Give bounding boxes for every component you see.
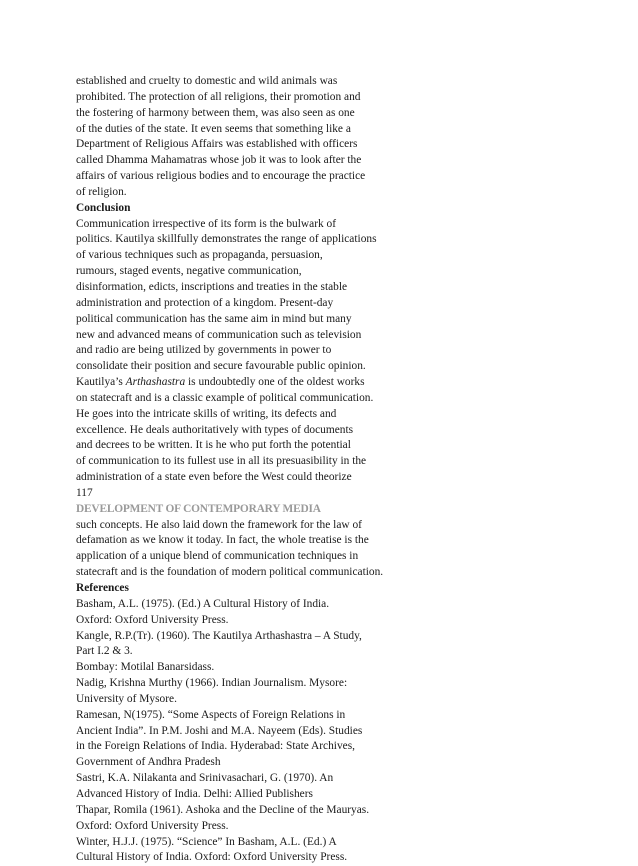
text-line: on statecraft and is a classic example of political communication. (76, 391, 374, 404)
document-page (76, 74, 576, 866)
text-line: excellence. He deals authoritatively with types of documents (76, 423, 354, 436)
reference-line: Oxford: Oxford University Press. (76, 819, 229, 832)
reference-line: Nadig, Krishna Murthy (1966). Indian Journalism. Mysore: (76, 677, 348, 690)
reference-line: Advanced History of India. Delhi: Allied Publishers (76, 787, 313, 800)
text-line: administration of a state even before the West could theorize (76, 471, 352, 484)
reference-line: Basham, A.L. (1975). (Ed.) A Cultural History of India. (76, 597, 330, 610)
reference-line: Government of Andhra Pradesh (76, 756, 221, 769)
text-line: disinformation, edicts, inscriptions and treaties in the stable (76, 280, 348, 293)
text-line: of religion. (76, 185, 127, 198)
text-line-arthashastra (76, 375, 576, 391)
reference-line: Winter, H.J.J. (1975). “Science” In Basham, A.L. (Ed.) A (76, 835, 337, 848)
reference-line: Ancient India”. In P.M. Joshi and M.A. Nayeem (Eds). Studies (76, 724, 363, 737)
text-line: statecraft and is the foundation of modern political communication. (76, 566, 384, 579)
text-line: such concepts. He also laid down the framework for the law of (76, 518, 362, 531)
text-line: and radio are being utilized by governments in power to (76, 344, 332, 357)
reference-line: Ramesan, N(1975). “Some Aspects of Foreign Relations in (76, 708, 346, 721)
paragraph-conclusion (76, 217, 576, 486)
page-number: 117 (76, 486, 93, 499)
text-line: the fostering of harmony between them, was also seen as one (76, 106, 355, 119)
text-line: Department of Religious Affairs was established with officers (76, 138, 358, 151)
text-line: administration and protection of a kingdom. Present-day (76, 296, 334, 309)
reference-line: Bombay: Motilal Banarsidass. (76, 661, 215, 674)
text-line: called Dhamma Mahamatras whose job it was to look after the (76, 154, 362, 167)
book-title-italic: Arthashastra (125, 376, 186, 389)
text-line: consolidate their position and secure favourable public opinion. (76, 360, 366, 373)
paragraph-continued (76, 518, 576, 581)
text-line: of various techniques such as propaganda, persuasion, (76, 249, 323, 262)
reference-line: Part I.2 & 3. (76, 645, 133, 658)
reference-line: Cultural History of India. Oxford: Oxford University Press. (76, 851, 348, 864)
text-line: established and cruelty to domestic and wild animals was (76, 75, 338, 87)
references-heading: References (76, 582, 129, 594)
paragraph-religious-affairs (76, 74, 576, 201)
text-line: new and advanced means of communication such as television (76, 328, 362, 341)
reference-line: Kangle, R.P.(Tr). (1960). The Kautilya Arthashastra – A Study, (76, 629, 362, 642)
text-line: application of a unique blend of communication techniques in (76, 550, 359, 563)
text-line: Communication irrespective of its form is the bulwark of (76, 217, 337, 230)
text-line: defamation as we know it today. In fact, the whole treatise is the (76, 534, 369, 547)
reference-line: Sastri, K.A. Nilakanta and Srinivasachari, G. (1970). An (76, 772, 334, 785)
reference-line: Oxford: Oxford University Press. (76, 613, 229, 626)
reference-line: in the Foreign Relations of India. Hyderabad: State Archives, (76, 740, 356, 753)
text-line: politics. Kautilya skillfully demonstrates the range of applications (76, 233, 377, 246)
reference-line: University of Mysore. (76, 692, 177, 705)
text-segment: Kautilya’s (76, 376, 126, 389)
text-segment: is undoubtedly one of the oldest works (185, 376, 365, 389)
running-head: DEVELOPMENT OF CONTEMPORARY MEDIA (76, 502, 321, 515)
text-line: political communication has the same aim in mind but many (76, 312, 352, 325)
text-line: and decrees to be written. It is he who put forth the potential (76, 439, 351, 452)
text-line: of communication to its fullest use in all its presuasibility in the (76, 455, 367, 468)
conclusion-heading: Conclusion (76, 201, 131, 214)
text-line: affairs of various religious bodies and to encourage the practice (76, 170, 366, 183)
text-line: prohibited. The protection of all religions, their promotion and (76, 90, 361, 103)
text-line: He goes into the intricate skills of writing, its defects and (76, 407, 337, 420)
reference-line: Thapar, Romila (1961). Ashoka and the Decline of the Mauryas. (76, 803, 370, 816)
text-line: rumours, staged events, negative communication, (76, 265, 302, 278)
text-line: of the duties of the state. It even seems that something like a (76, 122, 351, 135)
